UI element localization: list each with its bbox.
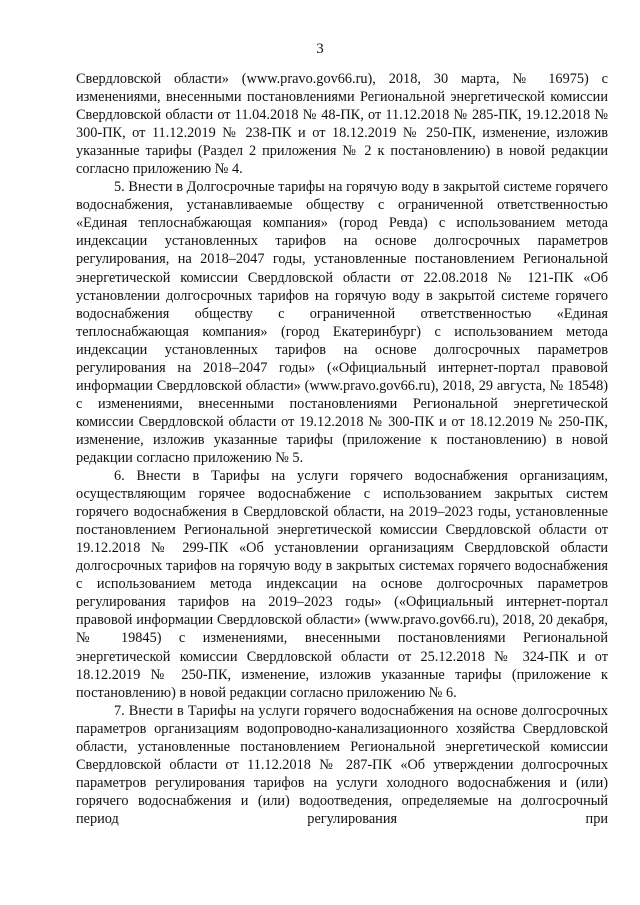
page-number: 3 [316, 41, 324, 57]
paragraph-item-5: 5. Внести в Долгосрочные тарифы на горячую воду в закрытой системе горячего водоснабжения, устанавливаемые обществу с ограниченной ответственностью «Единая теплоснабжающая компания» (город Ревда) с использованием метода индексации установленных тарифов на основе долгосрочных параметров регулирования, на 2018–2047 годы, установленные постановлением Региональной энергетической комиссии Свердловской области от 22.08.2018 № 121-ПК «Об установлении долгосрочных тарифов на горячую воду в закрытой системе горячего водоснабжения обществу с ограниченной ответственностью «Единая теплоснабжающая компания» (город Екатеринбург) с использованием метода индексации установленных тарифов на основе долгосрочных параметров регулирования на 2018–2047 годы» («Официальный интернет-портал правовой информации Свердловской области» (www.pravo.gov66.ru), 2018, 29 августа, № 18548) с изменениями, внесенными постановлениями Региональной энергетической комиссии Свердловской области от 19.12.2018 № 300-ПК и от 18.12.2019 № 250-ПК, изменение, изложив указанные тарифы (приложение к постановлению) в новой редакции согласно приложению № 5. [76, 179, 608, 466]
document-body [76, 70, 608, 827]
paragraph-item-7: 7. Внести в Тарифы на услуги горячего водоснабжения на основе долгосрочных параметров организациям водопроводно-канализационного хозяйства Свердловской области, установленные постановлением Региональной энергетической комиссии Свердловской области от 11.12.2018 № 287-ПК «Об утверждении долгосрочных параметров регулирования тарифов на услуги холодного водоснабжения и (или) горячего водоснабжения и (или) водоотведения, определяемые на долгосрочный период регулирования при [76, 702, 608, 827]
paragraph-continuation: Свердловской области» (www.pravo.gov66.ru), 2018, 30 марта, № 16975) с изменениями, внесенными постановлениями Региональной энергетической комиссии Свердловской области от 11.04.2018 № 48-ПК, от 11.12.2018 № 285-ПК, 19.12.2018 № 300-ПК, от 11.12.2019 № 238-ПК и от 18.12.2019 № 250-ПК, изменение, изложив указанные тарифы (Раздел 2 приложения № 2 к постановлению) в новой редакции согласно приложению № 4. [76, 71, 608, 178]
paragraph-item-6: 6. Внести в Тарифы на услуги горячего водоснабжения организациям, осуществляющим горячее водоснабжение с использованием закрытых систем горячего водоснабжения в Свердловской области, на 2019–2023 годы, установленные постановлением Региональной энергетической комиссии Свердловской области от 19.12.2018 № 299-ПК «Об установлении организациям Свердловской области долгосрочных тарифов на горячую воду в закрытых системах горячего водоснабжения с использованием метода индексации на основе долгосрочных параметров регулирования тарифов на 2019–2023 годы» («Официальный интернет-портал правовой информации Свердловской области» (www.pravo.gov66.ru), 2018, 20 декабря, № 19845) с изменениями, внесенными постановлениями Региональной энергетической комиссии Свердловской области от 25.12.2018 № 324-ПК и от 18.12.2019 № 250-ПК, изменение, изложив указанные тарифы (приложение к постановлению) в новой редакции согласно приложению № 6. [76, 468, 608, 701]
